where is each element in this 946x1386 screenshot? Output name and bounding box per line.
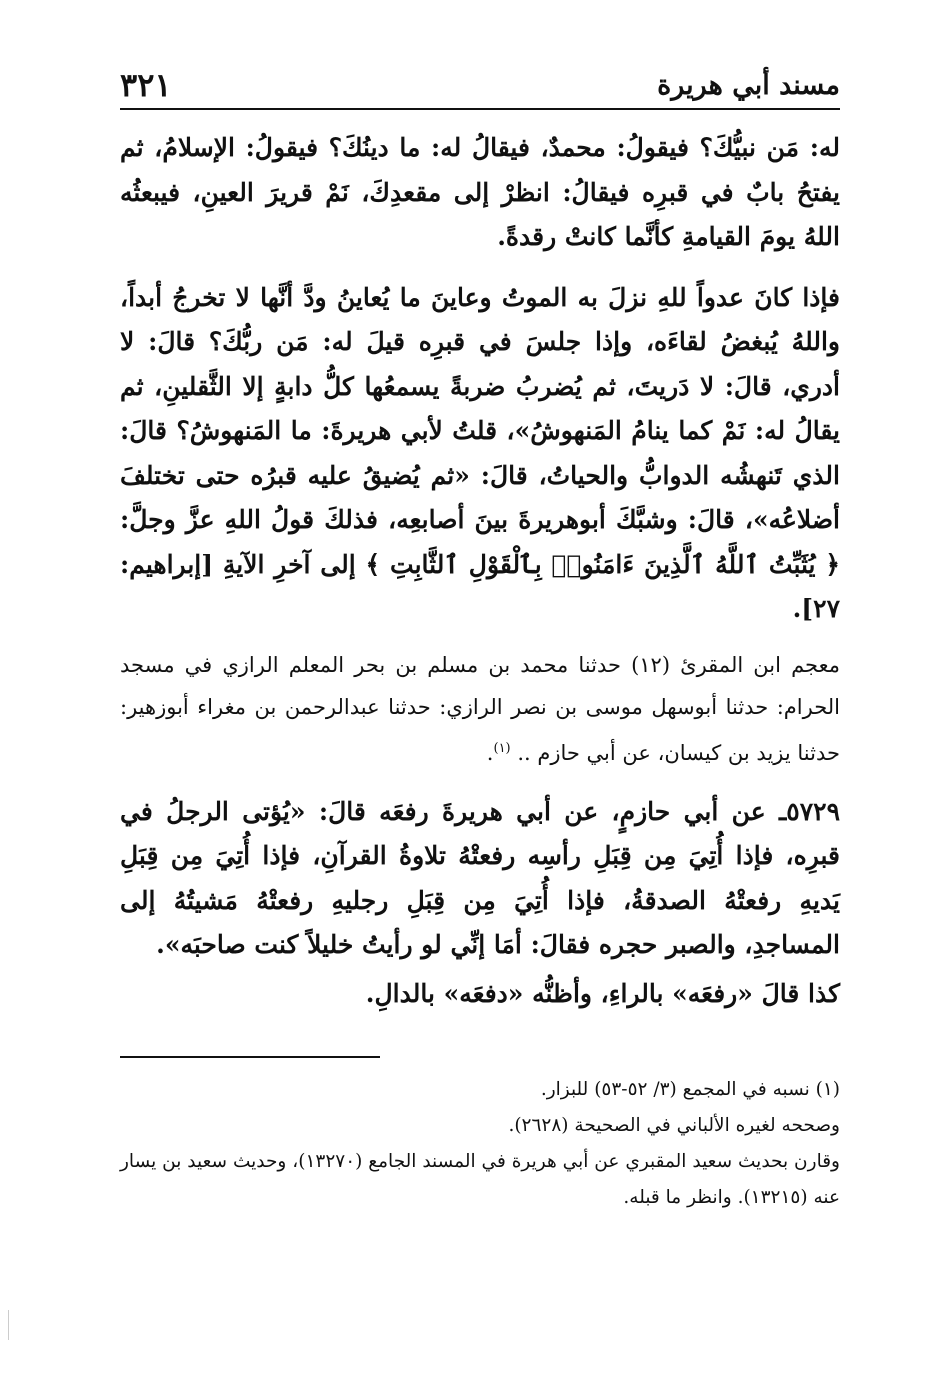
book-title: مسند أبي هريرة xyxy=(657,70,840,101)
running-header xyxy=(120,60,840,110)
isnad-text: معجم ابن المقرئ (١٢) حدثنا محمد بن مسلم بن بحر المعلم الرازي في مسجد الحرام: حدثنا أبوسهل موسى بن نصر الرازي: حدثنا عبدالرحمن بن مغراء أبوزهير: حدثنا يزيد بن كيسان، عن أبي حازم .. xyxy=(120,652,840,765)
footnote-line: (١) نسبه في المجمع (٣/ ٥٢-٥٣) للبزار. xyxy=(540,1079,840,1100)
author-remark: كذا قالَ «رفعَه» بالراءِ، وأظنُّه «دفعَه» بالدالِ. xyxy=(365,978,840,1008)
paragraph-enemy-text: فإذا كانَ عدواً للهِ نزلَ به الموتُ وعاينَ ما يُعاينُ ودَّ أنَّها لا تخرجُ أبداً، واللهُ يُبغضُ لقاءَه، وإذا جلسَ في قبرِه قيلَ له: مَن ربُّكَ؟ قالَ: لا أدري، قالَ: لا دَريتَ، ثم يُضربُ ضربةً يسمعُها كلُّ دابةٍ إلا الثَّقلينِ، ثم يقالُ له: نَمْ كما ينامُ المَنهوشُ»، قلتُ لأبي هريرةَ: ما المَنهوشُ؟ قالَ: الذي تَنهشُه الدوابُّ والحياتُ، قالَ: «ثم يُضيقُ عليه قبرُه حتى تختلفَ أضلاعُه»، قالَ: وشبَّكَ أبوهريرةَ بينَ أصابعِه، فذلكَ قولُ اللهِ عزَّ وجلَّ: xyxy=(120,282,840,534)
page-number: ٣٢١ xyxy=(120,66,172,104)
footnote-line: وصححه لغيره الألباني في الصحيحة (٢٦٢٨). xyxy=(508,1115,840,1136)
verse-reference: إلى آخرِ الآيةِ [إبراهيم: ٢٧]. xyxy=(120,549,840,623)
footnote-marker: (١) xyxy=(493,740,511,756)
scan-edge-mark xyxy=(8,1310,9,1340)
paragraph-believer-grave: له: مَن نبيُّكَ؟ فيقولُ: محمدٌ، فيقالُ له: ما دينُكَ؟ فيقولُ: الإسلامُ، ثم يفتحُ بابٌ في قبرِه فيقالُ: انظرْ إلى مقعدِكَ، نَمْ قريرَ العينِ، فيبعثُه اللهُ يومَ القيامةِ كأنَّما كانتْ رقدةً. xyxy=(120,133,840,251)
paragraph-enemy-grave xyxy=(120,276,840,632)
book-page xyxy=(120,60,840,1216)
hadith-5729: ٥٧٢٩ـ عن أبي حازمٍ، عن أبي هريرةَ رفعَه قالَ: «يُؤتى الرجلُ في قبرِه، فإذا أُتِيَ مِن قِبَلِ رأسِه رفعتْهُ تلاوةُ القرآنِ، فإذا أُتِيَ مِن قِبَلِ يَديهِ رفعتْهُ الصدقةُ، فإذا أُتِيَ مِن قِبَلِ رجليهِ رفعتْهُ مَشيتُهُ إلى المساجدِ، والصبر حجره فقالَ: أمَا إنِّي لو رأيتُ خليلاً كنت صاحبَه». xyxy=(120,796,840,959)
footnote-separator xyxy=(120,1056,380,1058)
quran-verse: ﴿ يُثَبِّتُ ٱللَّهُ ٱلَّذِينَ ءَامَنُوا۟ بِٱلْقَوْلِ ٱلثَّابِتِ ﴾ xyxy=(365,549,840,579)
isnad-chain: معجم ابن المقرئ (١٢) حدثنا محمد بن مسلم بن بحر المعلم الرازي في مسجد الحرام: حدثنا أبوسهل موسى بن نصر الرازي: حدثنا عبدالرحمن بن مغراء أبوزهير: حدثنا يزيد بن كيسان، عن أبي حازم .. $^{(١)}$. xyxy=(120,652,840,765)
footnotes xyxy=(120,1072,840,1216)
footnote-line: وقارن بحديث سعيد المقبري عن أبي هريرة في المسند الجامع (١٣٢٧٠)، وحديث سعيد بن يسار عنه (١٣٢١٥). وانظر ما قبله. xyxy=(120,1151,840,1208)
